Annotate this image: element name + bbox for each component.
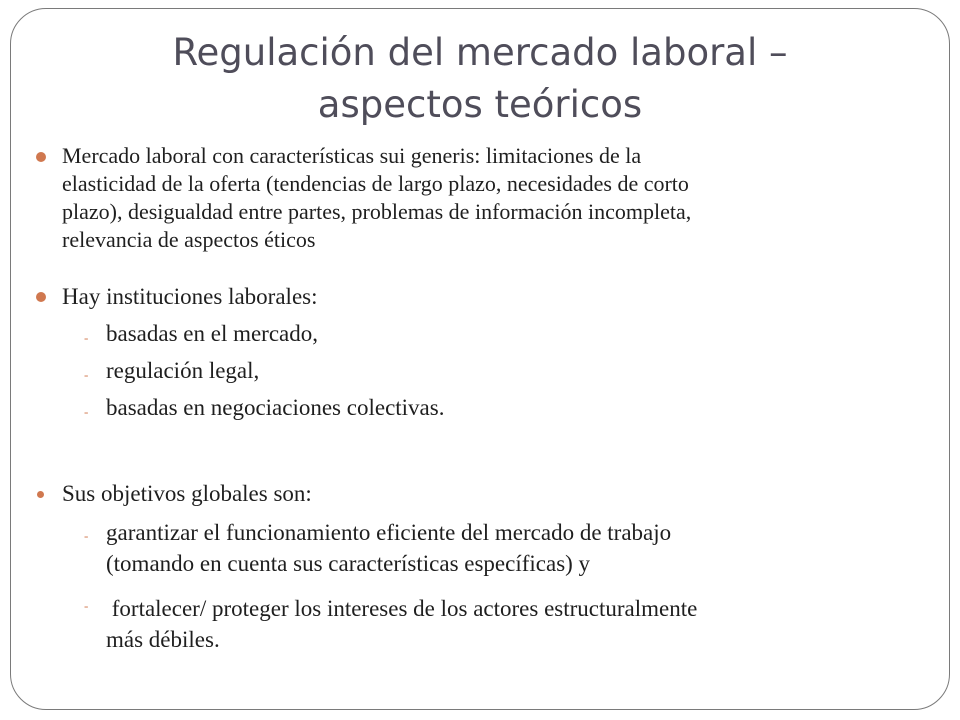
bullet-1-line-2: elasticidad de la oferta (tendencias de largo plazo, necesidades de corto: [62, 171, 689, 196]
bullet-3-text: Sus objetivos globales son:: [62, 481, 312, 506]
bullet-1-line-1: Mercado laboral con características sui generis: limitaciones de la: [62, 143, 642, 168]
dash-icon: -: [84, 598, 89, 613]
sub-item-line-2: más débiles.: [106, 627, 220, 652]
dash-icon: -: [84, 404, 89, 419]
sub-item: regulación legal,: [106, 358, 260, 383]
dash-icon: -: [84, 528, 89, 543]
bullet-icon: [37, 491, 44, 498]
bullet-icon: [36, 152, 46, 162]
dash-icon: -: [84, 330, 89, 345]
sub-item-line-2: (tomando en cuenta sus características específicas) y: [106, 551, 591, 576]
bullet-1-line-3: plazo), desigualdad entre partes, problemas de información incompleta,: [62, 199, 692, 224]
dash-icon: -: [84, 367, 89, 382]
bullet-2-text: Hay instituciones laborales:: [62, 284, 318, 309]
sub-item: basadas en el mercado,: [106, 321, 319, 346]
bullet-1-line-4: relevancia de aspectos éticos: [62, 227, 316, 252]
bullet-icon: [36, 292, 46, 302]
sub-item-line-1: fortalecer/ proteger los intereses de los actores estructuralmente: [106, 596, 698, 621]
sub-item: basadas en negociaciones colectivas.: [106, 395, 445, 420]
title-line-1: Regulación del mercado laboral –: [172, 31, 788, 74]
sub-item-line-1: garantizar el funcionamiento eficiente del mercado de trabajo: [106, 520, 672, 545]
title-line-2: aspectos teóricos: [317, 83, 643, 126]
